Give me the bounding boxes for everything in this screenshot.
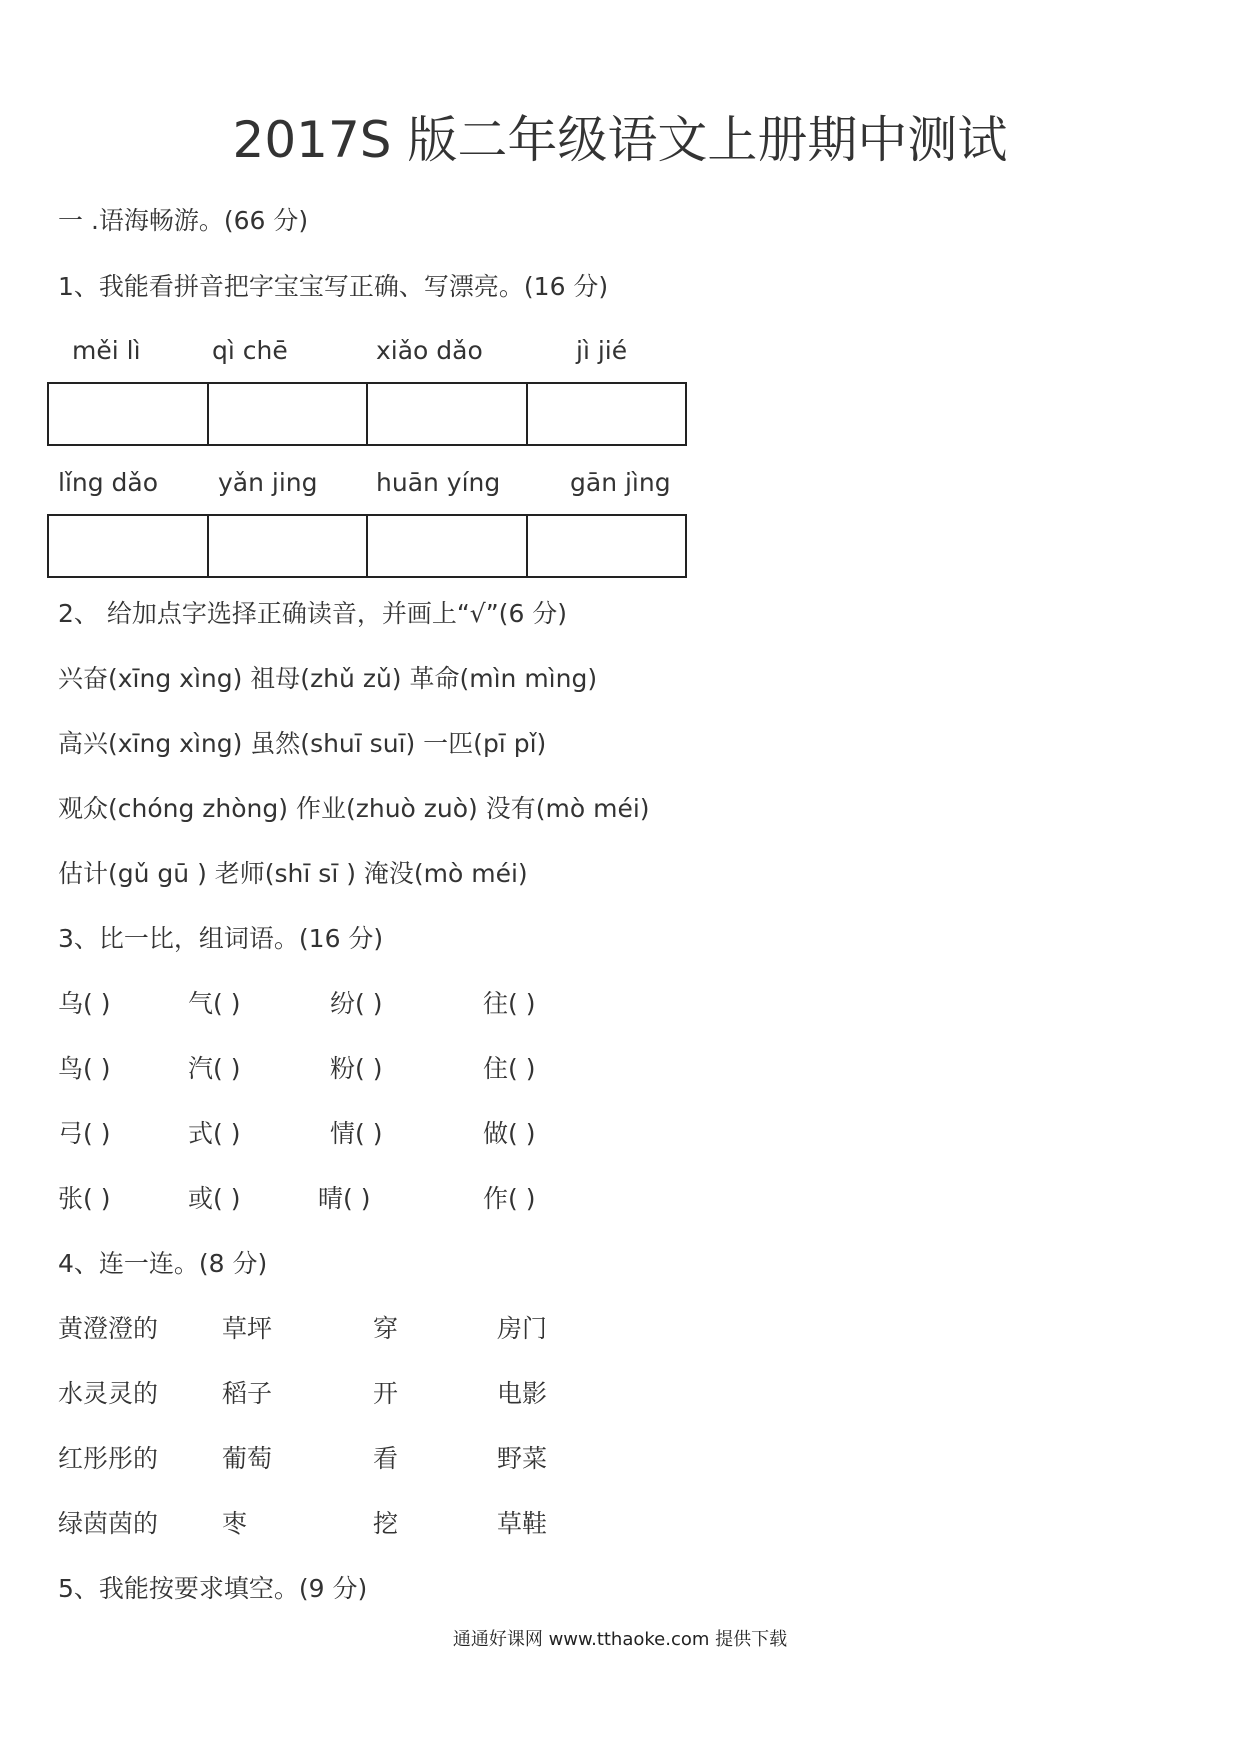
pronunciation-line: 观众(chóng zhòng) 作业(zhuò zuò) 没有(mò méi): [58, 794, 650, 823]
pinyin-label: jì jié: [576, 336, 628, 365]
match-item: 开: [373, 1379, 399, 1408]
word-blank[interactable]: 乌( ): [58, 989, 111, 1018]
word-blank[interactable]: 式( ): [188, 1119, 241, 1148]
q1-heading: 1、我能看拼音把字宝宝写正确、写漂亮。(16 分): [58, 272, 609, 301]
word-blank[interactable]: 气( ): [188, 989, 241, 1018]
word-blank[interactable]: 情( ): [330, 1119, 383, 1148]
footer-credit: 通通好课网 www.tthaoke.com 提供下载: [452, 1629, 788, 1650]
match-item: 稻子: [222, 1379, 273, 1408]
word-blank[interactable]: 粉( ): [330, 1054, 383, 1083]
match-item: 挖: [373, 1509, 399, 1538]
word-blank[interactable]: 住( ): [483, 1054, 536, 1083]
match-item: 葡萄: [222, 1444, 273, 1473]
pinyin-label: lǐng dǎo: [58, 468, 159, 497]
pinyin-label: yǎn jing: [218, 468, 318, 497]
pronunciation-line: 估计(gǔ gū ) 老师(shī sī ) 淹没(mò méi): [58, 859, 528, 888]
writing-cell[interactable]: [49, 516, 209, 576]
match-item: 野菜: [497, 1444, 548, 1473]
writing-cell[interactable]: [49, 384, 209, 444]
word-blank[interactable]: 做( ): [483, 1119, 536, 1148]
pinyin-label: qì chē: [212, 336, 288, 365]
match-item: 房门: [497, 1314, 548, 1343]
pinyin-label: huān yíng: [376, 468, 501, 497]
word-blank[interactable]: 作( ): [483, 1184, 536, 1213]
match-item: 黄澄澄的: [58, 1314, 159, 1343]
writing-cell[interactable]: [368, 384, 528, 444]
match-item: 看: [373, 1444, 399, 1473]
pinyin-label: xiǎo dǎo: [376, 336, 483, 365]
q4-heading: 4、连一连。(8 分): [58, 1249, 268, 1278]
match-item: 电影: [497, 1379, 548, 1408]
writing-cell[interactable]: [528, 516, 686, 576]
pronunciation-line: 兴奋(xīng xìng) 祖母(zhǔ zǔ) 革命(mìn mìng): [58, 664, 598, 693]
writing-grid: [47, 382, 687, 446]
pinyin-label: měi lì: [72, 336, 141, 365]
word-blank[interactable]: 往( ): [483, 989, 536, 1018]
match-item: 红彤彤的: [58, 1444, 159, 1473]
word-blank[interactable]: 晴( ): [318, 1184, 371, 1213]
pronunciation-line: 高兴(xīng xìng) 虽然(shuī suī) 一匹(pī pǐ): [58, 729, 547, 758]
word-blank[interactable]: 或( ): [188, 1184, 241, 1213]
section-heading: 一 .语海畅游。(66 分): [58, 206, 309, 235]
writing-cell[interactable]: [528, 384, 686, 444]
page-title: 2017S 版二年级语文上册期中测试: [232, 111, 1008, 169]
writing-cell[interactable]: [209, 516, 369, 576]
writing-cell[interactable]: [209, 384, 369, 444]
q2-heading: 2、 给加点字选择正确读音，并画上“√”(6 分): [58, 599, 568, 628]
q5-heading: 5、我能按要求填空。(9 分): [58, 1574, 368, 1603]
match-item: 水灵灵的: [58, 1379, 159, 1408]
word-blank[interactable]: 张( ): [58, 1184, 111, 1213]
match-item: 草鞋: [497, 1509, 548, 1538]
word-blank[interactable]: 鸟( ): [58, 1054, 111, 1083]
q3-heading: 3、比一比，组词语。(16 分): [58, 924, 384, 953]
writing-cell[interactable]: [368, 516, 528, 576]
match-item: 枣: [222, 1509, 248, 1538]
match-item: 穿: [373, 1314, 399, 1343]
pinyin-label: gān jìng: [570, 468, 671, 497]
match-item: 绿茵茵的: [58, 1509, 159, 1538]
word-blank[interactable]: 弓( ): [58, 1119, 111, 1148]
word-blank[interactable]: 纷( ): [330, 989, 383, 1018]
word-blank[interactable]: 汽( ): [188, 1054, 241, 1083]
match-item: 草坪: [222, 1314, 273, 1343]
writing-grid: [47, 514, 687, 578]
